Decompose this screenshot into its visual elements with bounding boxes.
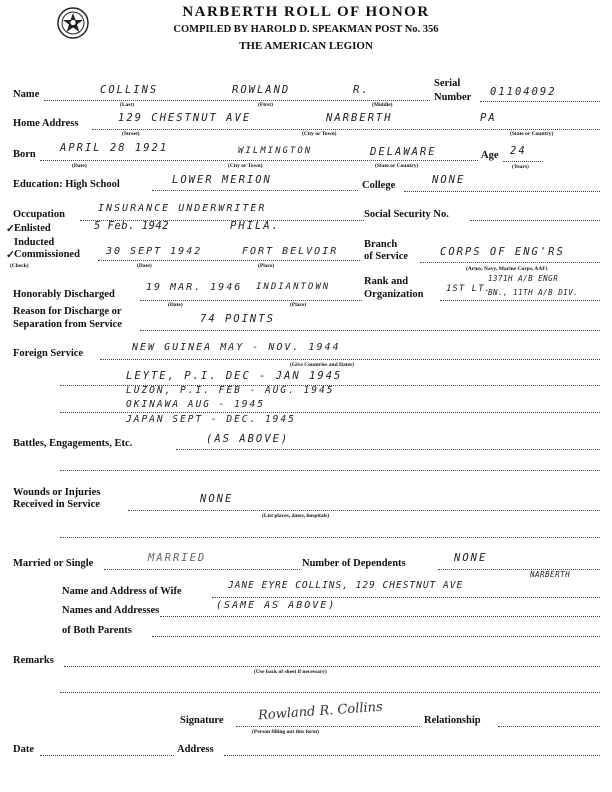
label-remarks: Remarks: [13, 655, 54, 666]
label-enlisted: Enlisted: [14, 223, 51, 234]
line-branch: [420, 262, 600, 263]
label-number: Number: [434, 92, 472, 103]
entry-middle: R.: [353, 84, 370, 96]
line-high-school: [152, 190, 358, 191]
line-commissioned: [98, 260, 360, 261]
label-serial: Serial: [434, 78, 461, 89]
line-relationship: [498, 726, 600, 727]
label-college: College: [362, 180, 396, 191]
sub-foreign-hint: (Give Countries and Dates): [290, 362, 355, 368]
sub-commissioned-date: (Date): [137, 263, 152, 269]
label-education: Education: High School: [13, 179, 120, 190]
label-dependents: Number of Dependents: [302, 558, 406, 569]
entry-foreign-service-1: NEW GUINEA MAY - NOV. 1944: [132, 342, 341, 353]
entry-parents: (SAME AS ABOVE): [216, 600, 337, 611]
enlisted-check-mark: ✓: [6, 224, 15, 235]
sub-commissioned-place: (Place): [258, 263, 275, 269]
entry-foreign-service-2: LEYTE, P.I. DEC - JAN 1945: [126, 370, 343, 382]
handwritten-signature: Rowland R. Collins: [257, 699, 384, 724]
line-reason: [140, 330, 600, 331]
line-college: [404, 191, 600, 192]
label-home-address: Home Address: [13, 118, 79, 129]
organization-name: THE AMERICAN LEGION: [239, 40, 373, 52]
sub-wounds-hint: (List places, dates, hospitals): [262, 513, 330, 519]
line-parents: [160, 616, 600, 617]
entry-high-school: LOWER MERION: [172, 174, 272, 186]
entry-enlisted-place: PHILA.: [230, 220, 280, 232]
form-title: NARBERTH ROLL OF HONOR: [182, 4, 430, 20]
entry-battles: (AS ABOVE): [206, 433, 290, 445]
sub-branch-options: (Army, Navy, Marine Corps, AAF): [466, 266, 548, 272]
sub-street: (Street): [122, 131, 140, 137]
line-age: [503, 161, 543, 162]
entry-occupation: INSURANCE UNDERWRITER: [98, 203, 267, 214]
label-age: Age: [481, 150, 499, 161]
label-relationship: Relationship: [424, 715, 481, 726]
label-born: Born: [13, 149, 36, 160]
line-parents-2: [152, 636, 600, 637]
line-dependents: [438, 569, 600, 570]
sub-years: (Years): [512, 164, 529, 170]
entry-branch: CORPS OF ENG'RS: [440, 246, 565, 258]
label-wounds-1: Wounds or Injuries: [13, 487, 101, 498]
label-honorably-discharged: Honorably Discharged: [13, 289, 115, 300]
label-wife: Name and Address of Wife: [62, 586, 182, 597]
entry-city: NARBERTH: [326, 112, 393, 124]
label-inducted: Inducted: [14, 237, 55, 248]
label-name: Name: [13, 89, 40, 100]
entry-first-name: ROWLAND: [232, 84, 291, 96]
label-parents-2: of Both Parents: [62, 625, 132, 636]
line-foreign-service: [100, 359, 600, 360]
entry-enlisted-date: 5 Feb. 1942: [94, 220, 170, 232]
sub-born-city: (City or Town): [228, 163, 263, 169]
line-name: [44, 100, 430, 101]
entry-age: 24: [510, 145, 527, 157]
sub-state: (State or Country): [510, 131, 554, 137]
entry-state: PA: [480, 112, 497, 124]
entry-wounds: NONE: [200, 493, 234, 505]
compiled-by: COMPILED BY HAROLD D. SPEAKMAN POST No. 356: [173, 24, 439, 35]
label-married-or-single: Married or Single: [13, 558, 94, 569]
entry-organization-2: BN., 11TH A/B DIV.: [488, 288, 579, 297]
entry-rank: 1ST LT.: [446, 284, 491, 294]
entry-born-state: DELAWARE: [370, 146, 437, 158]
label-social-security: Social Security No.: [364, 209, 449, 220]
sub-born-state: (State or Country): [375, 163, 419, 169]
entry-college: NONE: [432, 174, 466, 186]
line-battles-2: [60, 470, 600, 471]
entry-foreign-service-4: OKINAWA AUG - 1945: [126, 399, 265, 410]
entry-reason: 74 POINTS: [200, 313, 275, 325]
label-parents-1: Names and Addresses: [62, 605, 160, 616]
line-married: [104, 569, 300, 570]
label-foreign-service: Foreign Service: [13, 348, 84, 359]
sub-discharged-date: (Date): [168, 302, 183, 308]
line-remarks-2: [60, 692, 600, 693]
entry-commissioned-date: 30 SEPT 1942: [106, 246, 203, 257]
sub-signature-hint: (Person filling out this form): [252, 729, 319, 735]
line-born: [40, 160, 478, 161]
entry-last-name: COLLINS: [100, 84, 159, 96]
label-rank-and: Rank and: [364, 276, 409, 287]
label-reason-2: Separation from Service: [13, 319, 122, 330]
line-battles: [176, 449, 600, 450]
sub-city: (City or Town): [302, 131, 337, 137]
label-occupation: Occupation: [13, 209, 65, 220]
entry-born-date: APRIL 28 1921: [60, 142, 169, 154]
entry-dependents: NONE: [454, 552, 488, 564]
commissioned-check-mark: ✓: [6, 250, 15, 261]
line-remarks: [64, 666, 600, 667]
label-commissioned: Commissioned: [14, 249, 80, 260]
label-reason-1: Reason for Discharge or: [13, 306, 122, 317]
line-wounds-2: [60, 537, 600, 538]
line-wounds: [128, 510, 600, 511]
entry-wife-city: NARBERTH: [530, 570, 571, 579]
sub-middle: (Middle): [372, 102, 393, 108]
label-organization: Organization: [364, 289, 424, 300]
sub-remarks-hint: (Use back of sheet if necessary): [254, 669, 327, 675]
label-of-service: of Service: [364, 251, 409, 262]
entry-street: 129 CHESTNUT AVE: [118, 112, 252, 124]
line-signature: [236, 726, 420, 727]
entry-foreign-service-5: JAPAN SEPT - DEC. 1945: [126, 414, 296, 425]
sub-born-date: (Date): [72, 163, 87, 169]
label-wounds-2: Received in Service: [13, 499, 100, 510]
entry-organization-1: 1371H A/B ENGR: [488, 274, 559, 283]
entry-wife-name-address: JANE EYRE COLLINS, 129 CHESTNUT AVE: [228, 580, 464, 591]
line-foreign-service-3: [60, 412, 600, 413]
entry-marital-status: MARRIED: [148, 552, 207, 564]
label-signature: Signature: [180, 715, 224, 726]
label-battles: Battles, Engagements, Etc.: [13, 438, 133, 449]
label-address: Address: [177, 744, 214, 755]
sub-check: (Check): [10, 263, 29, 269]
entry-commissioned-place: FORT BELVOIR: [242, 246, 339, 257]
entry-serial-number: 01104092: [490, 86, 557, 98]
line-address: [224, 755, 600, 756]
label-branch: Branch: [364, 239, 398, 250]
line-date: [40, 755, 174, 756]
line-wife: [212, 597, 600, 598]
sub-discharged-place: (Place): [290, 302, 307, 308]
line-serial: [480, 101, 600, 102]
entry-discharged-place: INDIANTOWN: [256, 282, 331, 292]
line-home-address: [92, 129, 600, 130]
entry-foreign-service-3: LUZON, P.I. FEB - AUG. 1945: [126, 385, 335, 396]
entry-born-city: WILMINGTON: [238, 146, 313, 156]
label-date: Date: [13, 744, 34, 755]
entry-discharged-date: 19 MAR. 1946: [146, 282, 243, 293]
sub-last: (Last): [120, 102, 135, 108]
line-social-security: [470, 220, 600, 221]
sub-first: (First): [258, 102, 273, 108]
line-discharged: [140, 300, 362, 301]
line-rank: [440, 300, 600, 301]
